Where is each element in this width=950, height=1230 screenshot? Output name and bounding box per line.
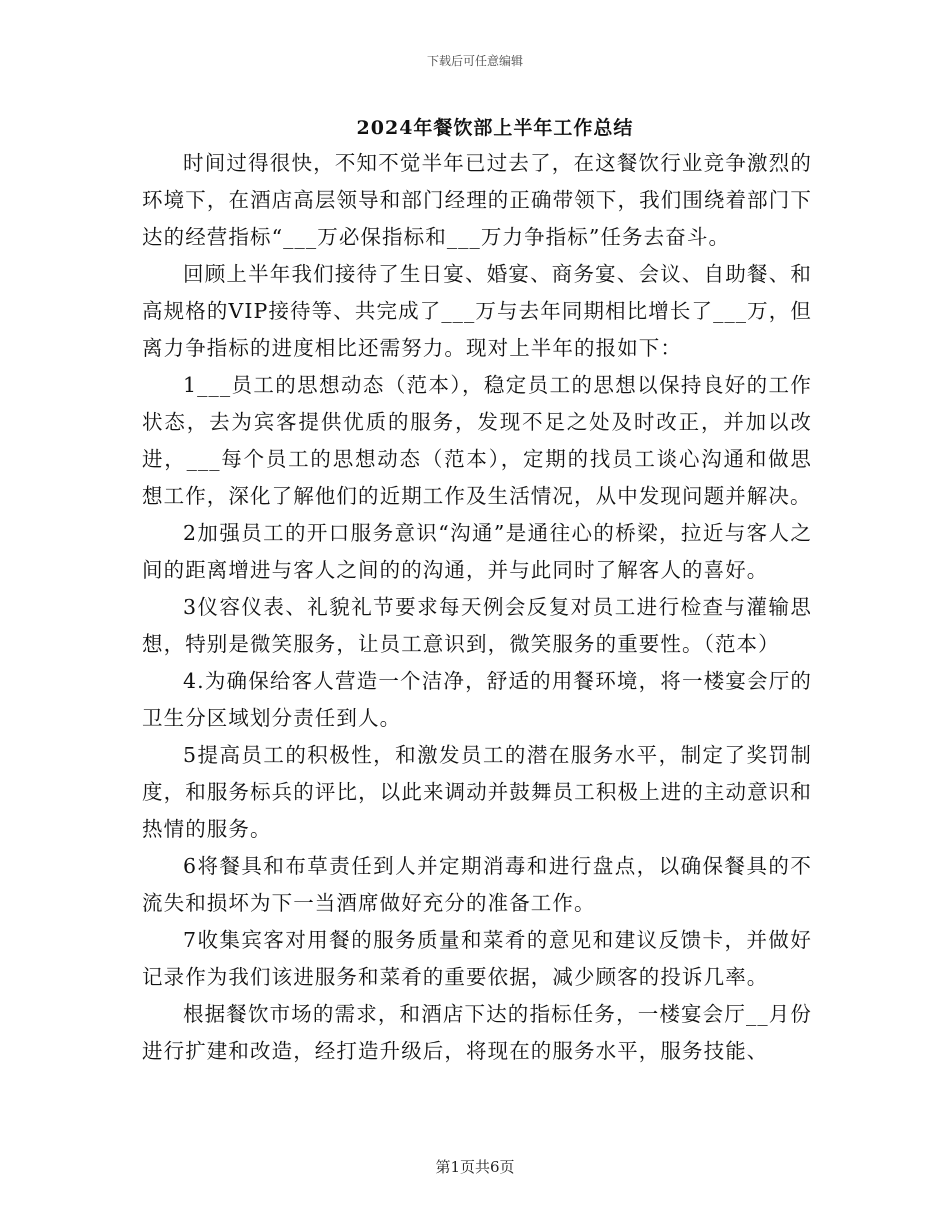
document-body bbox=[142, 145, 812, 1070]
paragraph-review: 回顾上半年我们接待了生日宴、婚宴、商务宴、会议、自助餐、和高规格的VIP接待等、共完成了___万与去年同期相比增长了___万，但离力争指标的进度相比还需努力。现对上半年的报如下： bbox=[142, 262, 812, 360]
paragraph-item-2: 2加强员工的开口服务意识“沟通”是通往心的桥梁，拉近与客人之间的距离增进与客人之间的的沟通，并与此同时了解客人的喜好。 bbox=[142, 521, 812, 582]
document-title: 2024年餐饮部上半年工作总结 bbox=[356, 117, 634, 139]
paragraph-item-3: 3仪容仪表、礼貌礼节要求每天例会反复对员工进行检查与灌输思想，特别是微笑服务，让员工意识到，微笑服务的重要性。（范本） bbox=[142, 595, 812, 656]
paragraph-intro: 时间过得很快，不知不觉半年已过去了，在这餐饮行业竞争激烈的环境下，在酒店高层领导和部门经理的正确带领下，我们围绕着部门下达的经营指标“___万必保指标和___万力争指标”任务去奋斗。 bbox=[142, 151, 812, 249]
paragraph-item-7: 7收集宾客对用餐的服务质量和菜肴的意见和建议反馈卡，并做好记录作为我们该进服务和菜肴的重要依据，减少顾客的投诉几率。 bbox=[142, 928, 812, 989]
paragraph-expansion: 根据餐饮市场的需求，和酒店下达的指标任务，一楼宴会厅__月份进行扩建和改造，经打造升级后，将现在的服务水平，服务技能、 bbox=[142, 1002, 812, 1063]
paragraph-item-5: 5提高员工的积极性，和激发员工的潜在服务水平，制定了奖罚制度，和服务标兵的评比，以此来调动并鼓舞员工积极上进的主动意识和热情的服务。 bbox=[142, 743, 812, 841]
paragraph-item-6: 6将餐具和布草责任到人并定期消毒和进行盘点，以确保餐具的不流失和损坏为下一当酒席做好充分的准备工作。 bbox=[142, 854, 812, 915]
page-number: 第1页共6页 bbox=[435, 1158, 515, 1176]
header-note: 下载后可任意编辑 bbox=[426, 54, 523, 68]
paragraph-item-1: 1___员工的思想动态（范本），稳定员工的思想以保持良好的工作状态，去为宾客提供优质的服务，发现不足之处及时改正，并加以改进，___每个员工的思想动态（范本），定期的找员工谈心沟通和做思想工作，深化了解他们的近期工作及生活情况，从中发现问题并解决。 bbox=[142, 373, 812, 508]
paragraph-item-4: 4.为确保给客人营造一个洁净，舒适的用餐环境，将一楼宴会厅的卫生分区域划分责任到人。 bbox=[142, 669, 812, 730]
